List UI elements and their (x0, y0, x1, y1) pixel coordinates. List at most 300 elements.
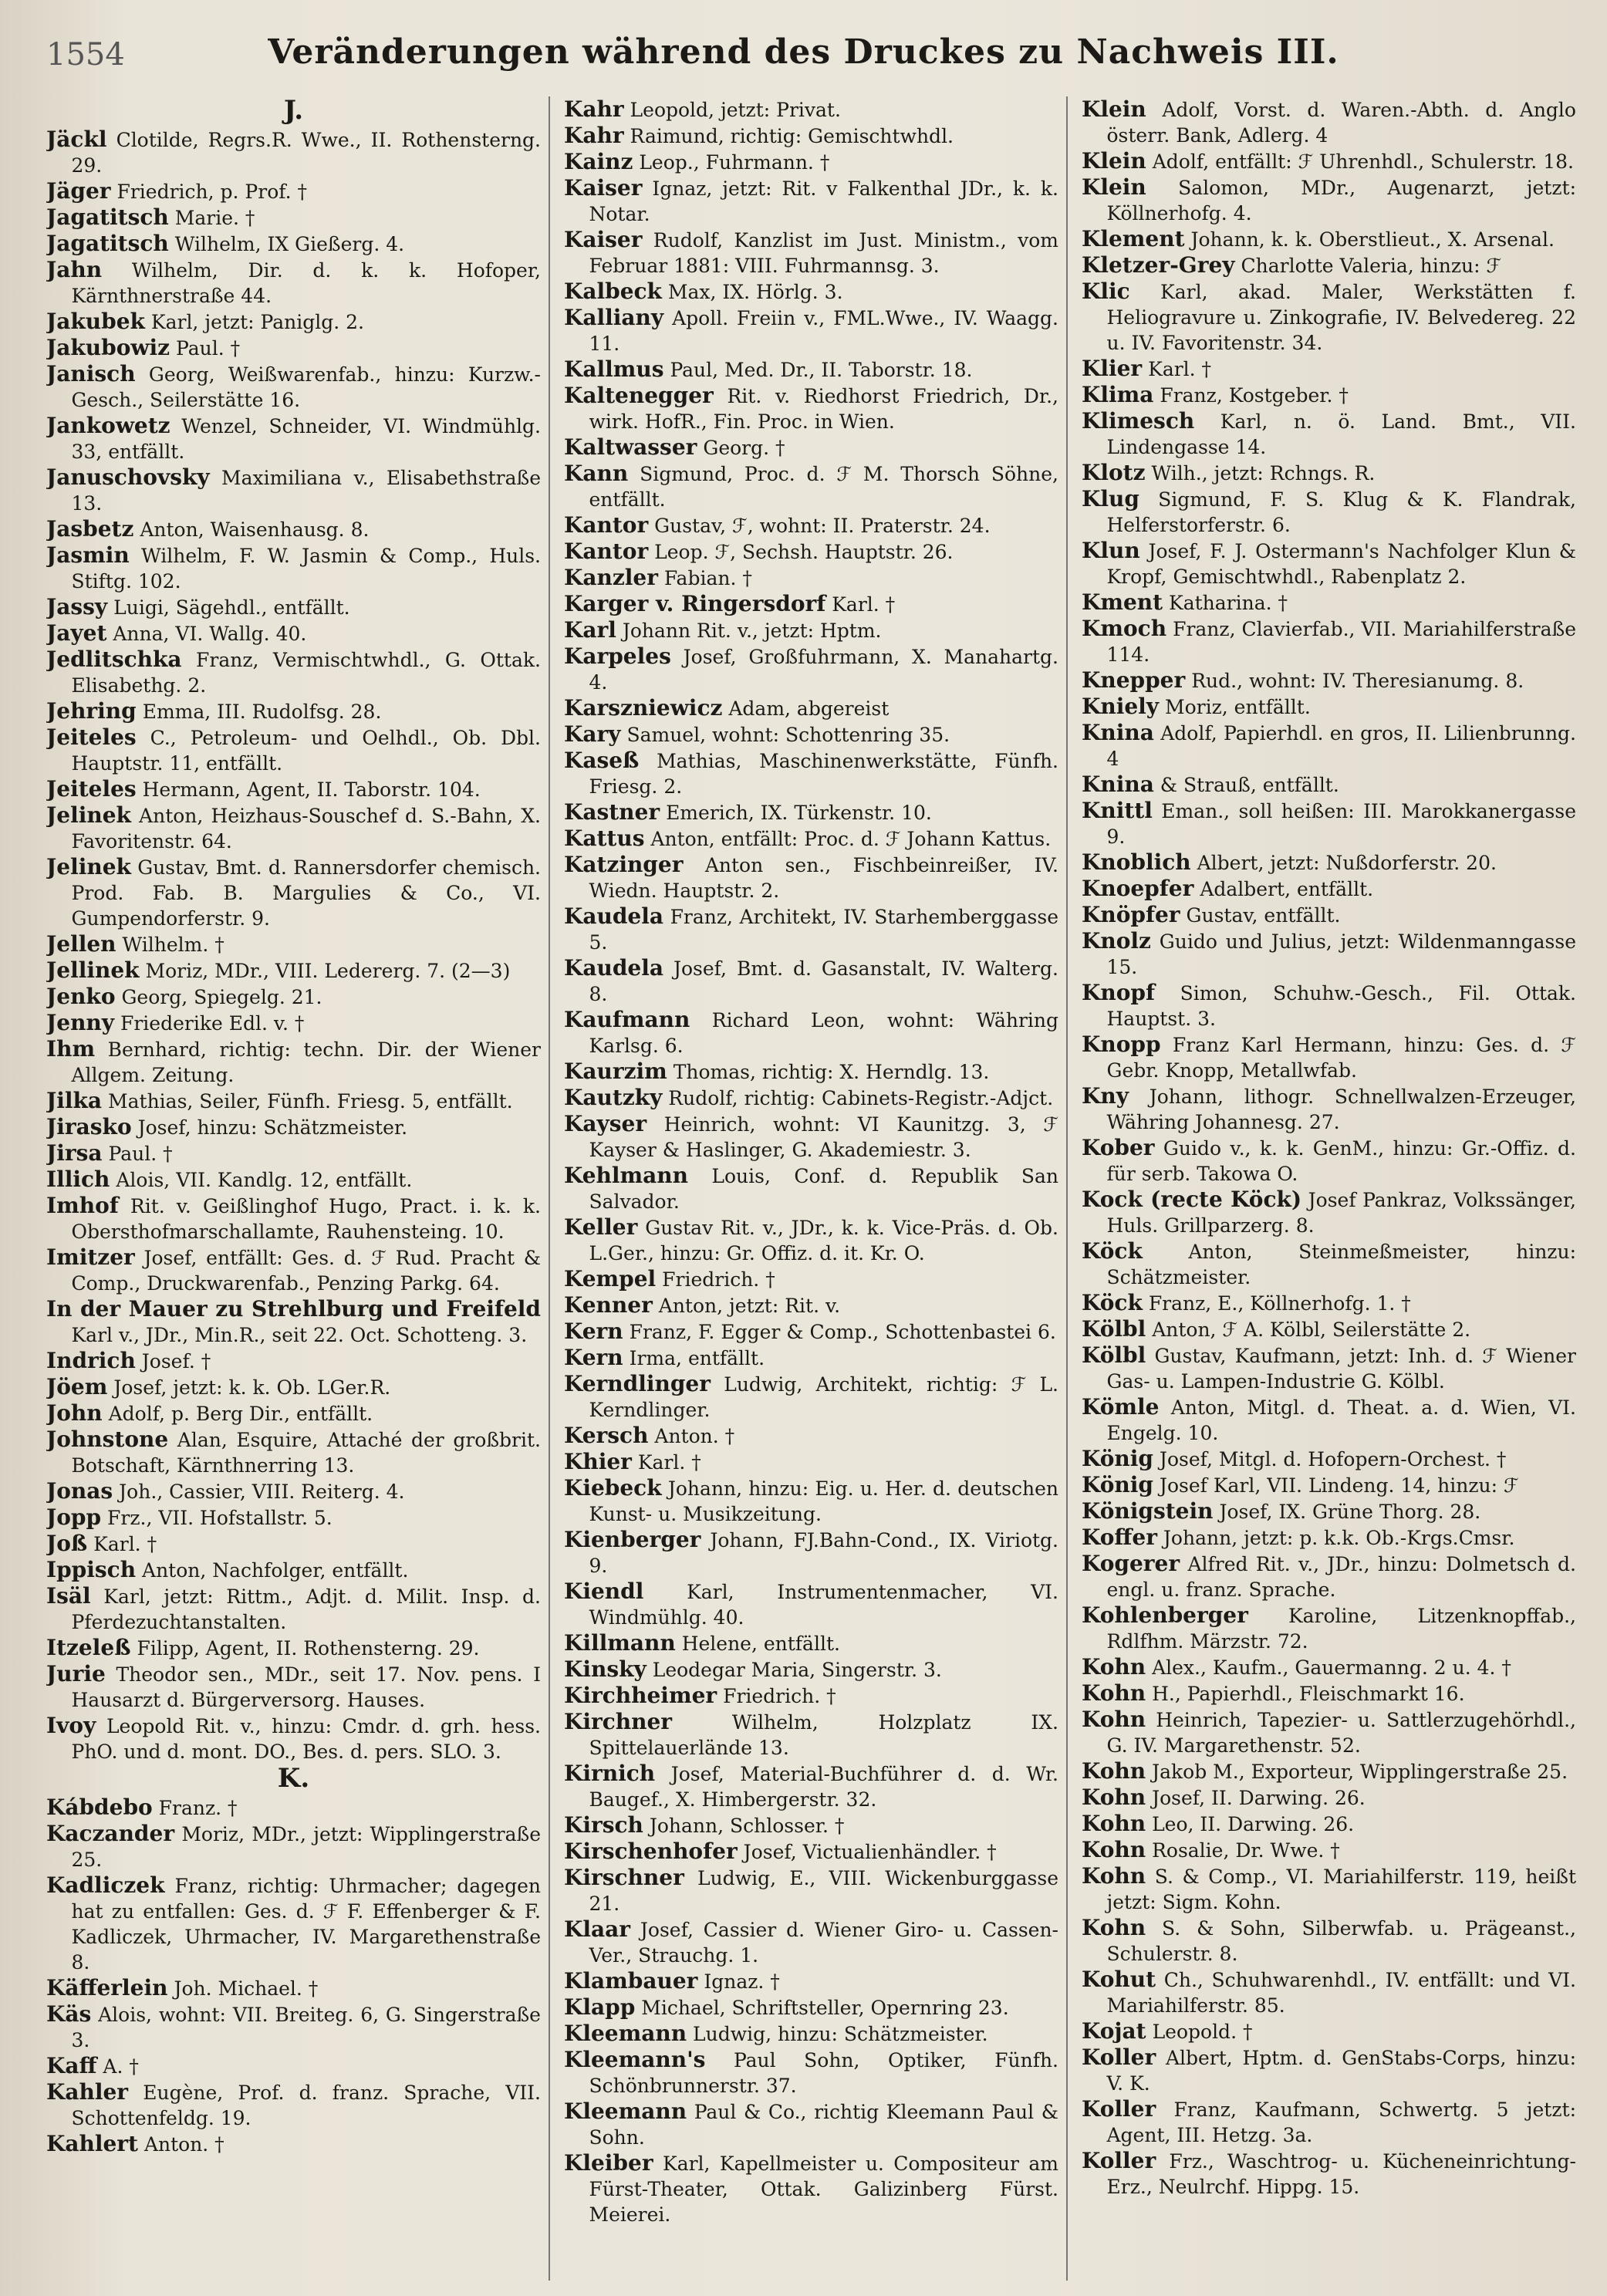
entry-name: Kahr (564, 96, 624, 122)
entry-name: Ivoy (46, 1713, 96, 1738)
entry-details: Johann, Schlosser. † (649, 1815, 845, 1837)
entry-name: Klier (1082, 356, 1143, 381)
entry-details: Wenzel, Schneider, VI. Windmühlg. 33, entfällt. (71, 415, 541, 463)
entry-name: Klambauer (564, 1968, 698, 1994)
entry-details: Karl. † (832, 593, 896, 616)
entry-name: Janisch (46, 361, 136, 387)
section-heading: K. (277, 1763, 310, 1794)
entry-details: Josef Karl, VII. Lindeng. 14, hinzu: ℱ (1159, 1474, 1519, 1497)
entry-details: Anton. † (654, 1425, 735, 1447)
entry-name: Kirschner (564, 1865, 684, 1890)
entry-details: Adalbert, entfällt. (1200, 878, 1374, 900)
entry-name: Jenko (46, 984, 116, 1009)
directory-entry (1082, 1915, 1576, 1967)
entry-details: Moriz, MDr., VIII. Ledererg. 7. (2—3) (145, 960, 511, 982)
directory-entry (564, 721, 1058, 748)
directory-entry (1082, 1837, 1576, 1863)
entry-name: Kastner (564, 799, 660, 825)
entry-name: Köck (1082, 1290, 1143, 1315)
directory-entry (564, 1214, 1058, 1266)
entry-name: Jehring (46, 698, 137, 724)
directory-entry (564, 903, 1058, 955)
directory-entry (46, 1010, 541, 1036)
entry-details: S. & Comp., VI. Mariahilferstr. 119, heißt jetzt: Sigm. Kohn. (1106, 1866, 1576, 1913)
directory-entry (1082, 694, 1576, 720)
entry-details: Karl, akad. Maler, Werkstätten f. Heliogravure u. Zinkografie, IV. Belvedereg. 22 u. IV. Favoritenstr. 34. (1106, 281, 1576, 354)
entry-name: Jäckl (46, 127, 107, 152)
entry-name: Jakubek (46, 309, 145, 334)
directory-entry (1082, 1654, 1576, 1680)
directory-entry (1082, 720, 1576, 772)
entry-name: Klimesch (1082, 408, 1195, 434)
entry-name: Kohn (1082, 1758, 1146, 1784)
entry-name: Kehlmann (564, 1163, 689, 1188)
entry-details: Anton, Waisenhausg. 8. (140, 518, 370, 541)
entry-name: Kirsch (564, 1812, 643, 1838)
entry-details: Anton, Nachfolger, entfällt. (142, 1559, 409, 1582)
entry-details: Albert, Hptm. d. GenStabs-Corps, hinzu: V. K. (1106, 2047, 1576, 2095)
entry-details: Gustav, Kaufmann, jetzt: Inh. d. ℱ Wiener Gas- u. Lampen-Industrie G. Kölbl. (1106, 1345, 1576, 1393)
directory-entry (46, 1036, 541, 1088)
entry-name: Kayser (564, 1111, 647, 1136)
entry-details: Karl. † (637, 1451, 701, 1474)
directory-entry (46, 1400, 541, 1427)
entry-name: Kny (1082, 1083, 1129, 1109)
directory-entry (46, 931, 541, 957)
directory-entry (46, 1557, 541, 1583)
directory-entry (46, 1167, 541, 1193)
entry-details: Josef Pankraz, Volkssänger, Huls. Grillparzerg. 8. (1106, 1189, 1576, 1237)
entry-details: Friedrich. † (723, 1685, 836, 1707)
directory-entry (564, 1085, 1058, 1111)
entry-name: Knina (1082, 772, 1154, 797)
entry-name: Knopf (1082, 980, 1155, 1005)
directory-entry (46, 1795, 541, 1821)
entry-details: Josef, Bmt. d. Gasanstalt, IV. Walterg. 8. (589, 957, 1058, 1005)
entry-details: Ludwig, Architekt, richtig: ℱ L. Kerndlinger. (589, 1373, 1058, 1421)
entry-name: Kautzky (564, 1085, 663, 1110)
directory-entry (46, 1244, 541, 1296)
entry-details: Wilhelm. † (122, 934, 225, 956)
entry-details: Georg, Spiegelg. 21. (121, 986, 322, 1008)
entry-name: Jelinek (46, 854, 131, 880)
directory-entry (564, 826, 1058, 852)
entry-name: Indrich (46, 1348, 136, 1373)
entry-details: Paul. † (176, 337, 241, 360)
entry-name: Kalliany (564, 305, 664, 330)
entry-details: Johann, hinzu: Eig. u. Her. d. deutschen Kunst- u. Musikzeitung. (589, 1477, 1058, 1525)
entry-details: Josef, jetzt: k. k. Ob. LGer.R. (113, 1376, 391, 1399)
entry-details: Filipp, Agent, II. Rothensterng. 29. (137, 1637, 480, 1660)
entry-name: Kmoch (1082, 616, 1167, 641)
entry-name: Killmann (564, 1630, 676, 1656)
entry-details: Anton, Mitgl. d. Theat. a. d. Wien, VI. Engelg. 10. (1106, 1396, 1576, 1444)
entry-details: Karl, Kapellmeister u. Compositeur am Fürst-Theater, Ottak. Galizinberg Fürst. Meierei. (589, 2152, 1058, 2226)
entry-name: Jurie (46, 1661, 106, 1687)
entry-details: Wilhelm, Dir. d. k. k. Hofoper, Kärnthnerstraße 44. (71, 259, 541, 307)
entry-name: Kment (1082, 589, 1163, 615)
entry-name: Itzeleß (46, 1635, 131, 1660)
entry-name: Kerndlinger (564, 1371, 711, 1396)
entry-name: König (1082, 1472, 1153, 1497)
entry-name: Kaltwasser (564, 434, 697, 460)
entry-name: Karger v. Ringersdorf (564, 591, 826, 616)
entry-name: Kahr (564, 123, 624, 148)
entry-name: Karl (564, 617, 616, 643)
entry-name: Knittl (1082, 798, 1153, 823)
directory-entry (1082, 1524, 1576, 1551)
directory-entry (1082, 849, 1576, 876)
entry-name: John (46, 1400, 103, 1426)
entry-name: Jilka (46, 1088, 103, 1113)
entry-details: Friederike Edl. v. † (120, 1012, 305, 1035)
directory-entry (1082, 1446, 1576, 1472)
directory-entry (1082, 226, 1576, 252)
directory-entry (564, 149, 1058, 175)
directory-entry (1082, 1863, 1576, 1915)
entry-name: Knina (1082, 720, 1154, 745)
directory-entry (1082, 1967, 1576, 2018)
columns (46, 96, 1576, 2281)
entry-name: Kaiser (564, 227, 643, 252)
directory-entry (564, 748, 1058, 799)
directory-entry (1082, 460, 1576, 486)
entry-details: Guido und Julius, jetzt: Wildenmanngasse 15. (1106, 930, 1576, 978)
entry-details: Karl, jetzt: Paniglg. 2. (150, 311, 364, 333)
directory-entry (1082, 486, 1576, 538)
directory-entry (1082, 902, 1576, 928)
entry-details: Moriz, entfällt. (1165, 696, 1311, 718)
entry-details: Wilh., jetzt: Rchngs. R. (1151, 462, 1376, 485)
entry-name: Köck (1082, 1238, 1143, 1264)
entry-details: Adolf, entfällt: ℱ Uhrenhdl., Schulerstr. 18. (1152, 150, 1574, 173)
entry-details: Karoline, Litzenknopffab., Rdlfhm. Märzstr. 72. (1106, 1605, 1576, 1653)
entry-details: Sigmund, Proc. d. ℱ M. Thorsch Söhne, entfällt. (589, 463, 1058, 511)
directory-entry (1082, 174, 1576, 226)
directory-entry (1082, 589, 1576, 616)
entry-details: Adolf, p. Berg Dir., entfällt. (108, 1403, 373, 1425)
entry-name: Klement (1082, 226, 1185, 252)
entry-name: Kábdebo (46, 1795, 153, 1820)
directory-entry (564, 1266, 1058, 1292)
directory-entry (564, 1683, 1058, 1709)
directory-entry (564, 1475, 1058, 1527)
directory-entry (564, 1292, 1058, 1319)
entry-name: Illich (46, 1167, 110, 1192)
entry-name: Kalbeck (564, 279, 662, 304)
entry-details: Karl. † (93, 1533, 157, 1555)
entry-details: Leopold. † (1152, 2021, 1253, 2043)
entry-details: Franz, Kaufmann, Schwertg. 5 jetzt: Agent, III. Hetzg. 3a. (1106, 2098, 1576, 2146)
entry-details: Johann Rit. v., jetzt: Hptm. (622, 620, 882, 642)
directory-entry (564, 1630, 1058, 1656)
directory-entry (564, 2021, 1058, 2047)
entry-details: Karl. † (1148, 358, 1212, 380)
entry-details: Josef, Cassier d. Wiener Giro- u. Cassen-Ver., Strauchg. 1. (589, 1919, 1058, 1967)
entry-name: Knoepfer (1082, 876, 1194, 901)
entry-name: Jeiteles (46, 724, 137, 750)
entry-details: Guido v., k. k. GenM., hinzu: Gr.-Offiz. d. für serb. Takowa O. (1106, 1137, 1576, 1185)
entry-details: Paul & Co., richtig Kleemann Paul & Sohn. (589, 2101, 1059, 2149)
entry-details: Frz., Waschtrog- u. Kücheneinrichtung-Erz., Neulrchf. Hippg. 15. (1106, 2150, 1576, 2198)
entry-name: Kohut (1082, 1967, 1156, 1992)
directory-entry (564, 434, 1058, 461)
entry-name: Jonas (46, 1478, 113, 1504)
entry-details: Georg. † (703, 437, 785, 459)
entry-name: Koller (1082, 2044, 1156, 2070)
entry-name: Ippisch (46, 1557, 137, 1582)
entry-name: Kary (564, 721, 621, 747)
directory-entry (1082, 928, 1576, 980)
entry-details: Josef, F. J. Ostermann's Nachfolger Klun & Kropf, Gemischtwhdl., Rabenplatz 2. (1106, 540, 1576, 588)
entry-name: Kaseß (564, 748, 640, 773)
entry-name: Jagatitsch (46, 231, 169, 256)
entry-details: Maximiliana v., Elisabethstraße 13. (71, 467, 541, 515)
entry-name: Klaar (564, 1916, 631, 1942)
entry-details: Bernhard, richtig: techn. Dir. der Wiener Allgem. Zeitung. (71, 1038, 541, 1086)
directory-entry (1082, 1342, 1576, 1394)
directory-entry (564, 1812, 1058, 1838)
entry-details: Friedrich, p. Prof. † (116, 181, 308, 203)
directory-entry (564, 1449, 1058, 1475)
entry-details: Hermann, Agent, II. Taborstr. 104. (142, 778, 481, 801)
entry-name: Knopp (1082, 1032, 1161, 1057)
entry-details: Rosalie, Dr. Wwe. † (1152, 1839, 1340, 1862)
entry-details: Josef. † (141, 1350, 211, 1373)
entry-name: Kohn (1082, 1837, 1146, 1862)
entry-name: Jenny (46, 1010, 115, 1035)
entry-name: Kölbl (1082, 1316, 1146, 1342)
entry-details: Louis, Conf. d. Republik San Salvador. (589, 1165, 1058, 1213)
directory-entry (564, 123, 1058, 149)
entry-name: Käfferlein (46, 1975, 168, 2001)
entry-name: Jedlitschka (46, 647, 182, 672)
directory-entry (564, 539, 1058, 565)
directory-entry (564, 1968, 1058, 1994)
entry-details: Friedrich. † (662, 1268, 775, 1291)
entry-details: Leopold Rit. v., hinzu: Cmdr. d. grh. hess. PhO. und d. mont. DO., Bes. d. pers. SLO. 3. (71, 1715, 541, 1763)
entry-details: Johann, lithogr. Schnellwalzen-Erzeuger, Währing Johannesg. 27. (1106, 1086, 1576, 1133)
entry-name: Januschovsky (46, 464, 210, 490)
entry-details: Paul, Med. Dr., II. Taborstr. 18. (670, 359, 973, 381)
directory-entry (1082, 96, 1576, 148)
entry-name: Kohn (1082, 1915, 1146, 1940)
directory-entry (564, 695, 1058, 721)
entry-details: Josef, Material-Buchführer d. d. Wr. Baugef., X. Himbergerstr. 32. (589, 1763, 1058, 1811)
directory-entry (564, 591, 1058, 617)
entry-details: Franz, F. Egger & Comp., Schottenbastei 6. (629, 1321, 1056, 1343)
entry-name: Kniely (1082, 694, 1160, 719)
directory-entry (564, 799, 1058, 826)
entry-details: Leo, II. Darwing. 26. (1152, 1813, 1355, 1835)
entry-name: Ihm (46, 1036, 96, 1062)
entry-name: In der Mauer zu Strehlburg und Freifeld (46, 1296, 541, 1322)
entry-name: Kirchner (564, 1709, 673, 1734)
directory-entry (46, 1821, 541, 1872)
entry-details: Paul. † (108, 1143, 173, 1165)
entry-details: Ignaz, jetzt: Rit. v Falkenthal JDr., k. k. Notar. (589, 177, 1058, 225)
entry-name: Kaufmann (564, 1007, 690, 1032)
directory-entry (46, 647, 541, 698)
entry-details: Josef, IX. Grüne Thorg. 28. (1219, 1501, 1481, 1523)
entry-name: Königstein (1082, 1498, 1214, 1524)
entry-details: Eugène, Prof. d. franz. Sprache, VII. Schottenfeldg. 19. (71, 2082, 542, 2129)
directory-entry (564, 1709, 1058, 1761)
entry-details: Joh., Cassier, VIII. Reiterg. 4. (119, 1481, 405, 1503)
entry-details: Heinrich, Tapezier- u. Sattlerzugehörhdl., G. IV. Margarethenstr. 52. (1106, 1709, 1576, 1757)
entry-details: Gustav Rit. v., JDr., k. k. Vice-Präs. d. Ob. L.Ger., hinzu: Gr. Offiz. d. it. Kr. O. (589, 1217, 1058, 1264)
directory-entry (564, 305, 1058, 356)
entry-details: Joh. Michael. † (174, 1977, 319, 2000)
directory-entry (1082, 1290, 1576, 1316)
directory-entry (1082, 667, 1576, 694)
entry-details: Alfred Rit. v., JDr., hinzu: Dolmetsch d. engl. u. franz. Sprache. (1106, 1553, 1576, 1601)
entry-details: Moriz, MDr., jetzt: Wipplingerstraße 25. (71, 1823, 541, 1871)
entry-name: Karszniewicz (564, 695, 723, 721)
directory-entry (1082, 1187, 1576, 1238)
entry-name: Kinsky (564, 1656, 647, 1682)
directory-entry (1082, 1758, 1576, 1784)
entry-name: Katzinger (564, 852, 684, 877)
directory-entry (46, 309, 541, 335)
entry-details: Ch., Schuhwarenhdl., IV. entfällt: und VI. Mariahilferstr. 85. (1106, 1969, 1576, 2017)
entry-name: Koffer (1082, 1524, 1157, 1550)
entry-name: Kohn (1082, 1707, 1146, 1732)
entry-name: Kaczander (46, 1821, 175, 1846)
directory-entry (46, 957, 541, 984)
entry-name: Kock (recte Köck) (1082, 1187, 1302, 1212)
entry-details: Thomas, richtig: X. Herndlg. 13. (673, 1061, 990, 1083)
column-3 (1082, 96, 1576, 2281)
entry-name: Kober (1082, 1135, 1155, 1160)
directory-entry (1082, 798, 1576, 849)
column-1 (46, 96, 550, 2281)
directory-entry (564, 643, 1058, 695)
entry-details: Anton, ℱ A. Kölbl, Seilerstätte 2. (1152, 1319, 1471, 1341)
entry-details: Sigmund, F. S. Klug & K. Flandrak, Helferstorferstr. 6. (1106, 488, 1576, 536)
entry-details: Johann, k. k. Oberstlieut., X. Arsenal. (1190, 228, 1555, 251)
entry-name: Kienberger (564, 1527, 701, 1552)
entry-name: Klotz (1082, 460, 1146, 485)
entry-details: Simon, Schuhw.-Gesch., Fil. Ottak. Hauptst. 3. (1106, 982, 1576, 1030)
entry-details: Gustav, ℱ, wohnt: II. Praterstr. 24. (654, 515, 991, 537)
directory-entry (1082, 2018, 1576, 2044)
entry-name: König (1082, 1446, 1153, 1471)
entry-name: Kleiber (564, 2150, 653, 2176)
entry-name: Jakubowiz (46, 335, 170, 360)
directory-entry (1082, 876, 1576, 902)
entry-name: Khier (564, 1449, 632, 1474)
directory-entry (46, 776, 541, 802)
entry-name: Käs (46, 2001, 92, 2027)
entry-name: Kaff (46, 2053, 97, 2078)
directory-entry (564, 1527, 1058, 1578)
directory-entry (46, 1713, 541, 1764)
entry-details: Mathias, Maschinenwerkstätte, Fünfh. Friesg. 2. (589, 750, 1058, 798)
entry-name: Kaiser (564, 175, 643, 201)
entry-details: Gustav, Bmt. d. Rannersdorfer chemisch. Prod. Fab. B. Margulies & Co., VI. Gumpendorferstr. 9. (71, 856, 541, 930)
entry-details: Leop., Fuhrmann. † (639, 151, 830, 174)
entry-details: Leodegar Maria, Singerstr. 3. (652, 1659, 942, 1681)
entry-details: Josef, II. Darwing. 26. (1152, 1787, 1366, 1809)
directory-entry (46, 178, 541, 204)
entry-details: Franz, Vermischtwhdl., G. Ottak. Elisabethg. 2. (71, 649, 541, 697)
entry-details: S. & Sohn, Silberwfab. u. Prägeanst., Schulerstr. 8. (1106, 1917, 1576, 1965)
entry-name: Klein (1082, 174, 1146, 200)
entry-name: Kenner (564, 1292, 653, 1318)
entry-details: Samuel, wohnt: Schottenring 35. (626, 724, 950, 746)
directory-entry (1082, 1032, 1576, 1083)
directory-entry (564, 227, 1058, 279)
entry-name: Kohn (1082, 1863, 1146, 1889)
directory-entry (1082, 1238, 1576, 1290)
entry-details: Alois, wohnt: VII. Breiteg. 6, G. Singerstraße 3. (71, 2004, 541, 2051)
entry-details: Heinrich, wohnt: VI Kaunitzg. 3, ℱ Kayser & Haslinger, G. Akademiestr. 3. (589, 1113, 1058, 1161)
entry-name: Jassy (46, 594, 108, 620)
entry-name: Kantor (564, 512, 649, 538)
entry-name: Joß (46, 1531, 88, 1556)
entry-details: Josef, hinzu: Schätzmeister. (137, 1116, 408, 1139)
entry-name: Kadliczek (46, 1872, 165, 1898)
entry-name: Jasmin (46, 542, 130, 568)
directory-entry (564, 1111, 1058, 1163)
entry-details: Apoll. Freiin v., FML.Wwe., IV. Waagg. 11. (589, 307, 1058, 355)
directory-entry (46, 542, 541, 594)
entry-details: Anton, Steinmeßmeister, hinzu: Schätzmeister. (1106, 1241, 1576, 1288)
directory-entry (46, 1478, 541, 1504)
directory-entry (1082, 148, 1576, 174)
directory-entry (1082, 2096, 1576, 2148)
entry-details: Fabian. † (663, 567, 752, 589)
directory-entry (46, 464, 541, 516)
directory-entry (46, 724, 541, 776)
entry-name: Klapp (564, 1994, 636, 2020)
directory-entry (564, 852, 1058, 903)
entry-details: Anton, jetzt: Rit. v. (658, 1295, 841, 1317)
entry-name: Klic (1082, 279, 1130, 304)
directory-entry (46, 1872, 541, 1975)
entry-details: Franz. † (158, 1797, 238, 1819)
entry-name: Jirasko (46, 1114, 132, 1140)
entry-details: Karl, n. ö. Land. Bmt., VII. Lindengasse 14. (1106, 410, 1576, 458)
entry-name: Koller (1082, 2096, 1156, 2122)
directory-entry (46, 1531, 541, 1557)
entry-name: Kaudela (564, 903, 664, 929)
entry-details: H., Papierhdl., Fleischmarkt 16. (1152, 1683, 1465, 1705)
directory-entry (46, 127, 541, 178)
entry-name: Knöpfer (1082, 902, 1180, 927)
entry-details: Emerich, IX. Türkenstr. 10. (666, 802, 932, 824)
entry-name: Klun (1082, 538, 1140, 563)
entry-name: Imhof (46, 1193, 119, 1218)
entry-name: Kleemann (564, 2021, 687, 2046)
entry-name: Koller (1082, 2148, 1156, 2173)
directory-entry (46, 802, 541, 854)
entry-name: Kattus (564, 826, 645, 851)
entry-details: Ludwig, E., VIII. Wickenburggasse 21. (589, 1867, 1058, 1915)
directory-entry (46, 1635, 541, 1661)
entry-name: Kersch (564, 1423, 649, 1448)
entry-name: Kaudela (564, 955, 664, 981)
entry-name: Jöem (46, 1374, 108, 1400)
entry-name: Kaltenegger (564, 383, 714, 408)
entry-details: Rit. v. Geißlinghof Hugo, Pract. i. k. k. Obersthofmarschallamte, Rauhensteing. 10. (71, 1195, 541, 1243)
entry-details: C., Petroleum- und Oelhdl., Ob. Dbl. Hauptstr. 11, entfällt. (71, 727, 541, 775)
entry-name: Jellinek (46, 957, 140, 983)
entry-details: Anton. † (143, 2133, 225, 2156)
directory-entry (564, 1994, 1058, 2021)
entry-details: Alan, Esquire, Attaché der großbrit. Botschaft, Kärnthnerring 13. (71, 1429, 541, 1477)
